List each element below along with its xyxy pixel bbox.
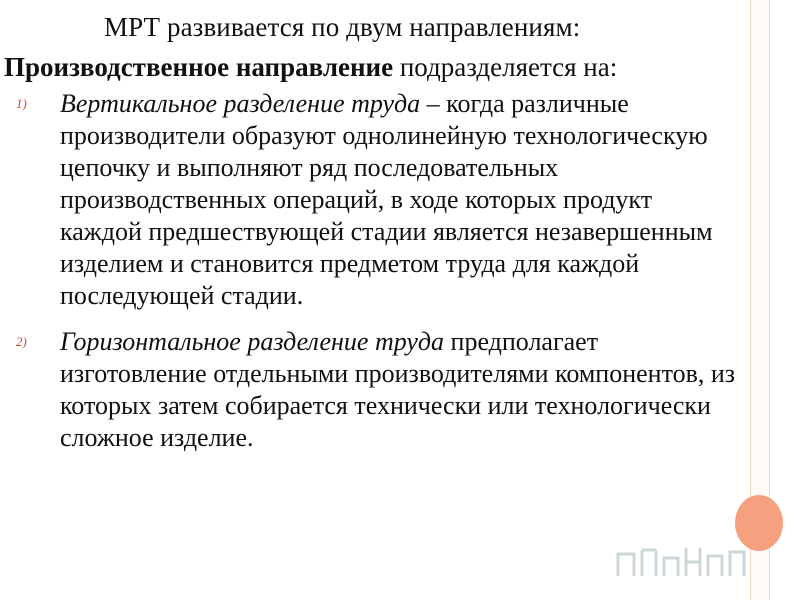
slide-subheading <box>0 50 740 84</box>
slide-content <box>0 10 740 454</box>
list-item-term: Горизонтальное разделение труда <box>60 327 445 356</box>
slide-heading: МРТ развивается по двум направлениям: <box>104 12 581 42</box>
list-item-text: предполагает изготовление отдельными производителями компонентов, из которых затем собирается технически или технологически сложное изделие. <box>60 327 736 452</box>
list-item-vertical <box>0 88 740 312</box>
list-item-text: – когда различные производители образуют однолинейную технологическую цепочку и выполняют ряд последовательных производственных операций, в ходе которых продукт каждой предшествующей стадии является незавершенным изделием и становится предметом труда для каждой последующей стадии. <box>60 89 713 310</box>
list-marker: 1) <box>16 96 27 111</box>
list-item-term: Вертикальное разделение труда <box>60 89 421 118</box>
list-item-horizontal <box>0 326 740 454</box>
subheading-bold: Производственное направление <box>4 52 394 82</box>
watermark-logo-icon <box>612 540 752 580</box>
list-marker: 2) <box>16 334 27 349</box>
subheading-rest: подразделяется на: <box>393 52 618 82</box>
